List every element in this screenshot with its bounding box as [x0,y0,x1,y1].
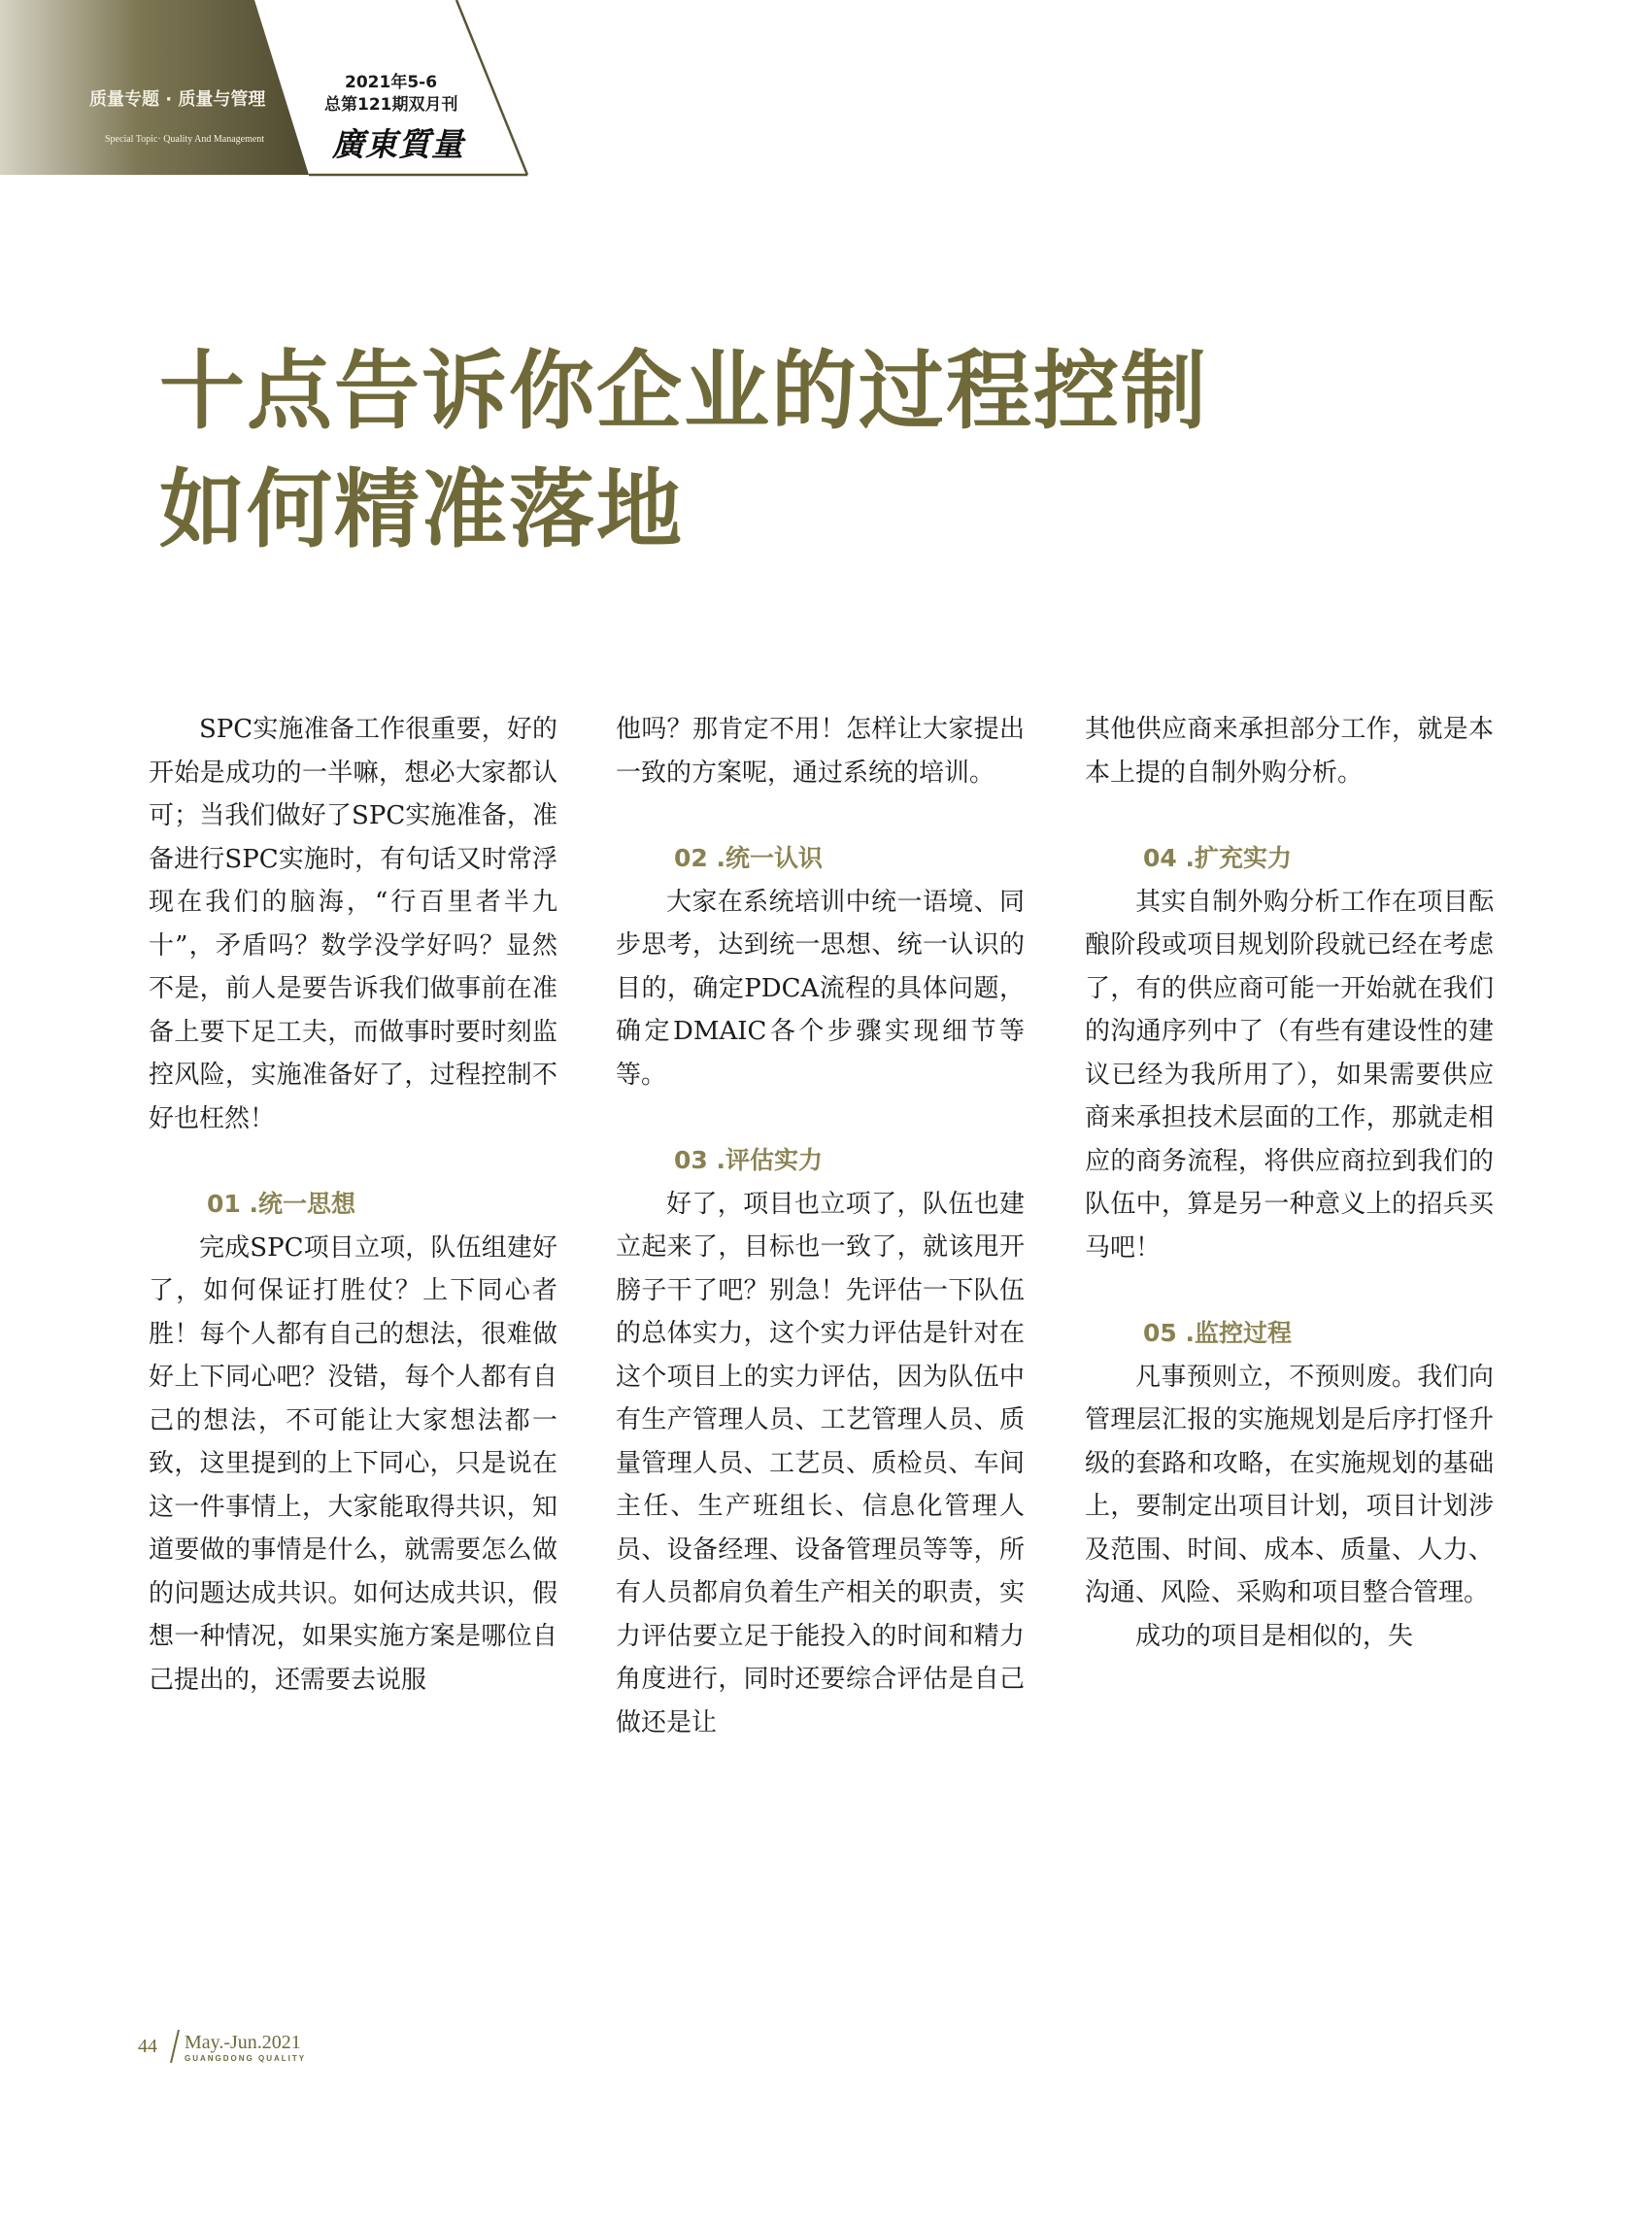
section-tag: 质量专题 · 质量与管理 [89,89,266,110]
page-number: 44 [138,2036,157,2057]
section-heading-04: 04 .扩充实力 [1143,844,1292,872]
article-title-line-1: 十点告诉你企业的过程控制 [159,340,1209,441]
text-column-2 [616,708,1025,1744]
page-footer [136,2030,427,2069]
paragraph: 其实自制外购分析工作在项目酝酿阶段或项目规划阶段就已经在考虑了，有的供应商可能一开始就在我们的沟通序列中了（有些有建设性的建议已经为我所用了），如果需要供应商来承担技术层面的工作，那就走相应的商务流程，将供应商拉到我们的队伍中，算是另一种意义上的招兵买马吧！ [1085,887,1494,1263]
paragraph: 他吗？那肯定不用！怎样让大家提出一致的方案呢，通过系统的培训。 [616,715,1025,788]
paragraph: 大家在系统培训中统一语境、同步思考，达到统一思想、统一认识的目的，确定PDCA流程的具体问题，确定DMAIC各个步骤实现细节等等。 [616,887,1025,1090]
article-title-line-2: 如何精准落地 [159,458,685,559]
section-heading-05: 05 .监控过程 [1143,1319,1292,1347]
section-heading-01: 01 .统一思想 [207,1190,355,1218]
text-column-1 [149,708,557,1702]
text-column-3 [1085,708,1494,1658]
paragraph: SPC实施准备工作很重要，好的开始是成功的一半嘛，想必大家都认可；当我们做好了SPC实施准备，准备进行SPC实施时，有句话又时常浮现在我们的脑海，“行百里者半九十”，矛盾吗？数学没学好吗？显然不是，前人是要告诉我们做事前在准备上要下足工夫，而做事时要时刻监控风险，实施准备好了，过程控制不好也枉然！ [149,715,557,1133]
magazine-logo: 廣東質量 [332,125,464,163]
footer-brand: GUANGDONG QUALITY [185,2054,307,2063]
section-heading-02: 02 .统一认识 [674,844,823,872]
header-divider-line [456,0,527,175]
paragraph: 好了，项目也立项了，队伍也建立起来了，目标也一致了，就该甩开膀子干了吧？别急！先评估一下队伍的总体实力，这个实力评估是针对在这个项目上的实力评估，因为队伍中有生产管理人员、工艺管理人员、质量管理人员、工艺员、质检员、车间主任、生产班组长、信息化管理人员、设备经理、设备管理员等等，所有人员都肩负着生产相关的职责，实力评估要立足于能投入的时间和精力角度进行，同时还要综合评估是自己做还是让 [616,1189,1025,1737]
footer-slash-icon [169,2030,181,2063]
footer-date: May.-Jun.2021 [185,2032,301,2053]
section-tag-english: Special Topic· Quality And Management [105,134,265,145]
paragraph: 凡事预则立，不预则废。我们向管理层汇报的实施规划是后序打怪升级的套路和攻略，在实施规划的基础上，要制定出项目计划，项目计划涉及范围、时间、成本、质量、人力、沟通、风险、采购和项目整合管理。 [1085,1362,1494,1607]
issue-number: 总第121期双月刊 [324,95,458,115]
paragraph: 其他供应商来承担部分工作，就是本本上提的自制外购分析。 [1085,715,1494,788]
issue-date: 2021年5-6 [345,73,438,92]
section-heading-03: 03 .评估实力 [674,1146,823,1174]
paragraph: 成功的项目是相似的，失 [1135,1621,1414,1651]
paragraph: 完成SPC项目立项，队伍组建好了，如何保证打胜仗？上下同心者胜！每个人都有自己的想法，很难做好上下同心吧？没错，每个人都有自己的想法，不可能让大家想法都一致，这里提到的上下同心，只是说在这一件事情上，大家能取得共识，知道要做的事情是什么，就需要怎么做的问题达成共识。如何达成共识，假想一种情况，如果实施方案是哪位自己提出的，还需要去说服 [149,1232,557,1695]
